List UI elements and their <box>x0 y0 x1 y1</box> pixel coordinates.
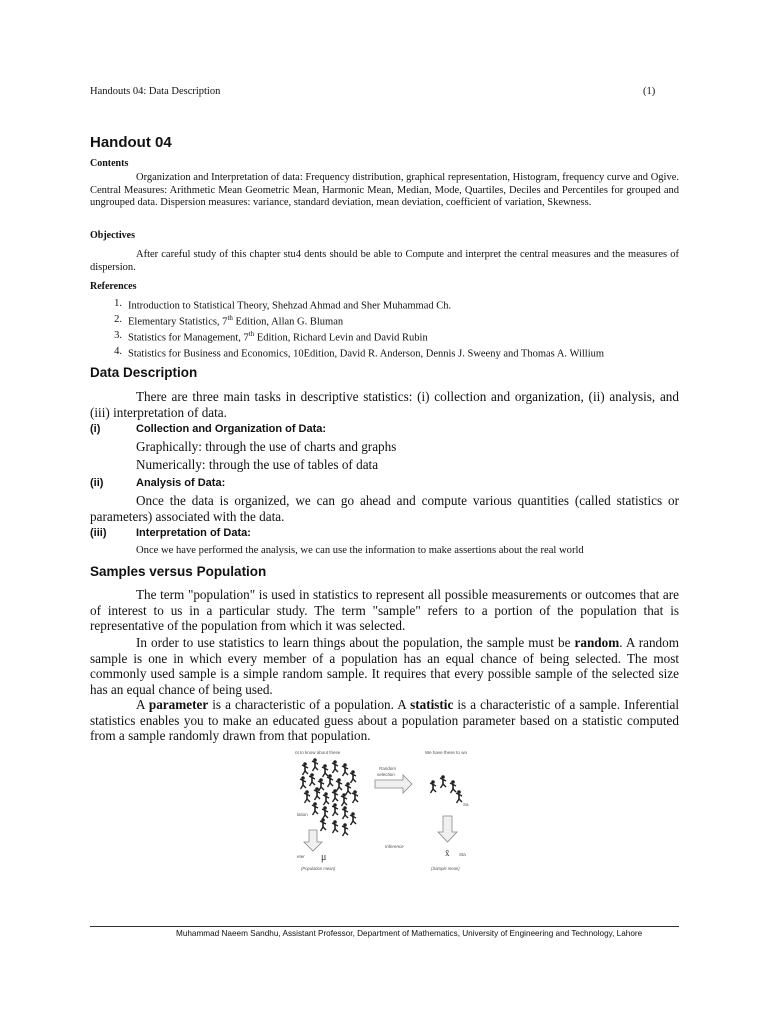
data-description-intro: There are three main tasks in descriptive statistics: (i) collection and organization, (ii) analysis, and (iii) interpretation of data. <box>90 389 679 420</box>
page-title: Handout 04 <box>90 134 172 151</box>
figure-label: Sa <box>463 802 469 807</box>
figure-label: selection <box>377 772 395 777</box>
section-heading-samples: Samples versus Population <box>90 564 267 579</box>
reference-text: Statistics for Management, 7th Edition, Richard Levin and David Rubin <box>128 330 428 344</box>
section-heading-data-description: Data Description <box>90 365 198 380</box>
reference-text: Introduction to Statistical Theory, Shehzad Ahmad and Sher Muhammad Ch. <box>128 300 452 312</box>
samples-paragraph-3: A parameter is a characteristic of a population. A statistic is a characteristic of a sample. Inferential statistics enables you to make an educated guess about a population parameter based on a statistic computed from a sample randomly drawn from that population. <box>90 697 680 744</box>
figure-label: Sta <box>459 852 466 857</box>
mu-symbol: μ <box>321 852 327 863</box>
objectives-text: After careful study of this chapter stu4 dents should be able to Compute and interpret the central measures and the measures of dispersion. <box>90 249 679 273</box>
references-heading: References <box>90 281 137 292</box>
reference-number: 4. <box>114 346 122 357</box>
collection-line-2: Numerically: through the use of tables of data <box>136 457 379 472</box>
figure-label: Random <box>379 766 397 771</box>
figure-label: lation <box>297 812 308 817</box>
interpretation-text: Once we have performed the analysis, we can use the information to make assertions about the real world <box>136 545 584 556</box>
population-mean-arrow <box>304 830 322 851</box>
reference-number: 3. <box>114 330 122 341</box>
figure-label: (Population mean) <box>301 866 336 871</box>
contents-heading: Contents <box>90 158 129 169</box>
subsection-title: Interpretation of Data: <box>136 527 251 539</box>
contents-text: Organization and Interpretation of data: Frequency distribution, graphical representation, Histogram, frequency curve and Ogive. Central Measures: Arithmetic Mean Geometric Mean, Harmonic Mean, Median, Mode, Quartiles, Deciles and Percentiles for grouped and ungrouped data. Dispersion measures: variance, standard deviation, mean deviation, coefficient of variation, Skewness. <box>90 172 679 208</box>
population-sample-figure <box>295 746 475 876</box>
reference-number: 1. <box>114 298 122 309</box>
subsection-title: Analysis of Data: <box>136 477 226 489</box>
figure-graphic <box>295 746 475 876</box>
reference-text: Statistics for Business and Economics, 10Edition, David R. Anderson, Dennis J. Sweeny and Thomas A. Willium <box>128 348 605 360</box>
subsection-number: (iii) <box>90 527 107 539</box>
running-header-left: Handouts 04: Data Description <box>90 86 221 97</box>
figure-label: eter <box>297 854 305 859</box>
figure-label: Inference <box>385 844 404 849</box>
figure-label: We have these to wo <box>425 750 467 755</box>
reference-number: 2. <box>114 314 122 325</box>
collection-line-1: Graphically: through the use of charts and graphs <box>136 439 397 454</box>
population-crowd <box>300 758 358 836</box>
xbar-symbol: x̄ <box>445 848 450 858</box>
figure-label: (Sample mean) <box>431 866 460 871</box>
subsection-number: (ii) <box>90 477 104 489</box>
footer-rule <box>90 926 679 927</box>
reference-text: Elementary Statistics, 7th Edition, Allan G. Bluman <box>128 314 344 328</box>
figure-label: nt to know about these <box>295 750 341 755</box>
page-number: (1) <box>643 86 656 97</box>
random-selection-arrow <box>375 775 412 793</box>
objectives-heading: Objectives <box>90 230 135 241</box>
sample-crowd <box>430 775 462 803</box>
samples-paragraph-1: The term "population" is used in statistics to represent all possible measurements or outcomes that are of interest to us in a particular study. The term "sample" refers to a portion of the population that is representative of the population from which it was selected. <box>90 587 679 634</box>
footer-text: Muhammad Naeem Sandhu, Assistant Professor, Department of Mathematics, University of Engineering and Technology, Lahore <box>176 929 643 938</box>
sample-mean-arrow <box>438 816 457 842</box>
subsection-title: Collection and Organization of Data: <box>136 423 327 435</box>
analysis-text: Once the data is organized, we can go ahead and compute various quantities (called statistics or parameters) associated with the data. <box>90 493 679 524</box>
subsection-number: (i) <box>90 423 101 435</box>
samples-paragraph-2: In order to use statistics to learn things about the population, the sample must be random. A random sample is one in which every member of a population has an equal chance of being selected. The most commonly used sample is a simple random sample. It requires that every possible sample of the selected size has an equal chance of being used. <box>90 635 679 697</box>
